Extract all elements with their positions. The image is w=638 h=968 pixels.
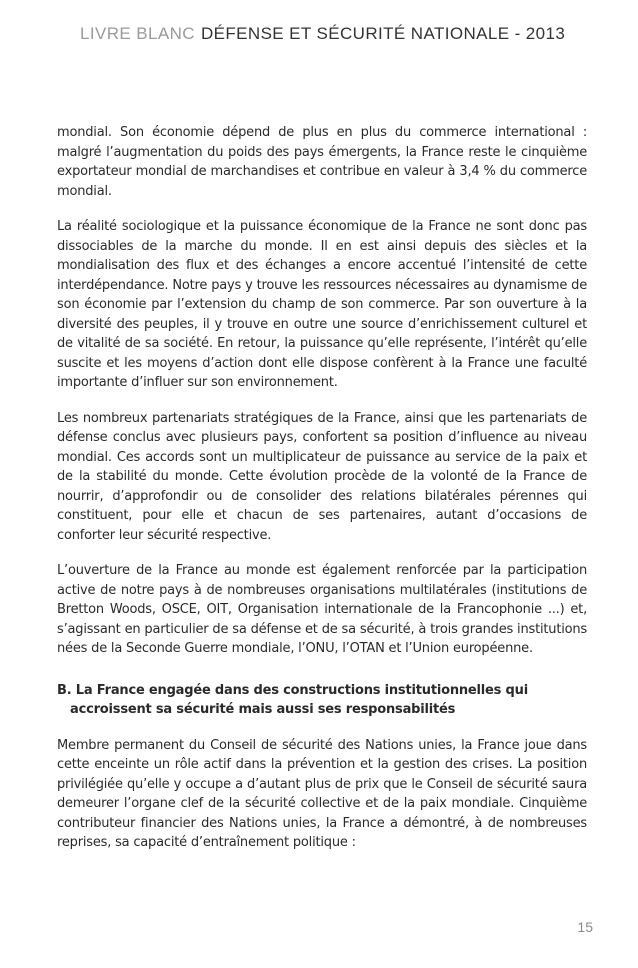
- section-heading: [57, 681, 587, 720]
- header-title: DÉFENSE ET SÉCURITÉ NATIONALE - 2013: [200, 24, 566, 43]
- section-paragraph: Membre permanent du Conseil de sécurité des Nations unies, la France joue dans cette enceinte un rôle actif dans la prévention et la gestion des crises. La position privilégiée qu’elle y occupe a d’autant plus de prix que le Conseil de sécurité saura demeurer l’organe clef de la sécurité collective et de la paix mondiale. Cinquième contributeur financier des Nations unies, la France a démontré, à de nombreuses reprises, sa capacité d’entraînement politique :: [57, 737, 587, 850]
- header-series: LIVRE BLANC: [80, 24, 195, 43]
- paragraph-2: La réalité sociologique et la puissance économique de la France ne sont donc pas dissociables de la marche du monde. Il en est ainsi depuis des siècles et la mondialisation des flux et des échanges a encore accentué l’intensité de cette interdépendance. Notre pays y trouve les ressources nécessaires au dynamisme de son économie par l’extension du champ de son commerce. Par son ouverture à la diversité des peuples, il y trouve en outre une source d’enrichissement culturel et de vitalité de sa société. En retour, la puissance qu’elle représente, l’intérêt qu’elle suscite et les moyens d’action dont elle dispose confèrent à la France une faculté importante d’influer sur son environnement.: [57, 219, 587, 390]
- running-header: [80, 24, 565, 44]
- section-heading-line-1: B. La France engagée dans des constructions institutionnelles qui: [57, 682, 528, 698]
- paragraph-3: Les nombreux partenariats stratégiques de la France, ainsi que les partenariats de défense conclus avec plusieurs pays, confortent sa position d’influence au niveau mondial. Ces accords sont un multiplicateur de puissance au service de la paix et de la stabilité du monde. Cette évolution procède de la volonté de la France de nourrir, d’approfondir ou de consolider des relations bilatérales pérennes qui constituent, pour elle et chacun de ses partenaires, autant d’occasions de conforter leur sécurité respective.: [57, 410, 587, 543]
- paragraph-1: mondial. Son économie dépend de plus en plus du commerce international : malgré l’augmentation du poids des pays émergents, la France reste le cinquième exportateur mondial de marchandises et contribue en valeur à 3,4 % du commerce mondial.: [57, 125, 587, 199]
- paragraph-4: L’ouverture de la France au monde est également renforcée par la participation active de notre pays à de nombreuses organisations multilatérales (institutions de Bretton Woods, OSCE, OIT, Organisation internationale de la Francophonie ...) et, s’agissant en particulier de sa défense et de sa sécurité, à trois grandes institutions nées de la Seconde Guerre mondiale, l’ONU, l’OTAN et l’Union européenne.: [57, 563, 587, 656]
- page-number: 15: [577, 919, 593, 935]
- body-text: [57, 123, 587, 869]
- section-heading-line-2: accroissent sa sécurité mais aussi ses responsabilités: [70, 702, 456, 717]
